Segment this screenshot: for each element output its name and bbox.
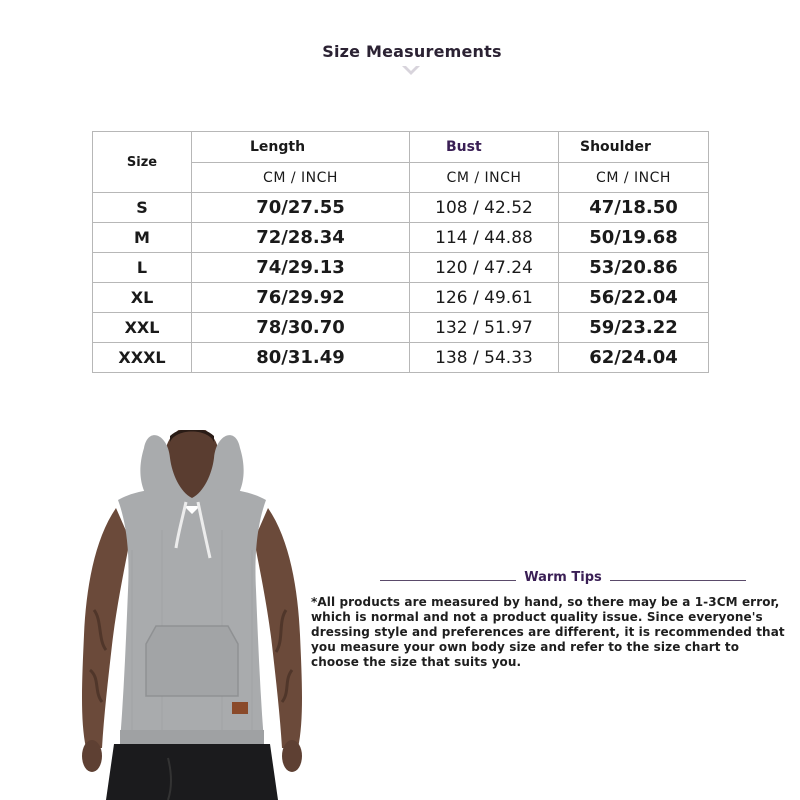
warm-tips-divider-right — [610, 580, 746, 581]
length-cell: 80/31.49 — [192, 343, 410, 373]
model-wearing-hoodie-image — [72, 430, 312, 800]
bust-cell: 126 / 49.61 — [410, 283, 559, 313]
shoulder-cell: 53/20.86 — [559, 253, 709, 283]
shoulder-cell: 56/22.04 — [559, 283, 709, 313]
table-row — [93, 253, 709, 283]
bust-cell: 138 / 54.33 — [410, 343, 559, 373]
table-row — [93, 283, 709, 313]
length-unit-label: CM / INCH — [192, 163, 410, 193]
length-column-header: Length — [192, 132, 410, 163]
length-cell: 78/30.70 — [192, 313, 410, 343]
shoulder-cell: 50/19.68 — [559, 223, 709, 253]
bust-cell: 120 / 47.24 — [410, 253, 559, 283]
size-cell: S — [93, 193, 192, 223]
leather-tag — [232, 702, 248, 714]
size-column-header: Size — [93, 132, 192, 193]
length-cell: 72/28.34 — [192, 223, 410, 253]
kangaroo-pocket — [146, 626, 238, 696]
bust-unit-label: CM / INCH — [410, 163, 559, 193]
size-cell: M — [93, 223, 192, 253]
warm-tips-divider-left — [380, 580, 516, 581]
bust-cell: 108 / 42.52 — [410, 193, 559, 223]
shoulder-cell: 47/18.50 — [559, 193, 709, 223]
size-table — [92, 131, 709, 373]
shoulder-cell: 59/23.22 — [559, 313, 709, 343]
size-cell: XXXL — [93, 343, 192, 373]
length-cell: 74/29.13 — [192, 253, 410, 283]
size-cell: XL — [93, 283, 192, 313]
shoulder-column-header: Shoulder — [559, 132, 709, 163]
size-cell: L — [93, 253, 192, 283]
shorts — [106, 744, 278, 800]
table-row — [93, 313, 709, 343]
length-cell: 70/27.55 — [192, 193, 410, 223]
shoulder-unit-label: CM / INCH — [559, 163, 709, 193]
table-row — [93, 193, 709, 223]
size-cell: XXL — [93, 313, 192, 343]
bust-column-header: Bust — [410, 132, 559, 163]
bust-cell: 114 / 44.88 — [410, 223, 559, 253]
table-row — [93, 343, 709, 373]
warm-tips-text: *All products are measured by hand, so there may be a 1-3CM error, which is normal and not a product quality issue. Since everyone's dressing style and preferences are different, it is recommended that you measure your own body size and refer to the size chart to choose the size that suits you. — [311, 595, 785, 669]
page-title: Size Measurements — [322, 42, 502, 61]
bust-cell: 132 / 51.97 — [410, 313, 559, 343]
table-row — [93, 223, 709, 253]
title-arrow-icon-inner — [404, 64, 418, 71]
shoulder-cell: 62/24.04 — [559, 343, 709, 373]
warm-tips-title: Warm Tips — [524, 570, 602, 585]
length-cell: 76/29.92 — [192, 283, 410, 313]
